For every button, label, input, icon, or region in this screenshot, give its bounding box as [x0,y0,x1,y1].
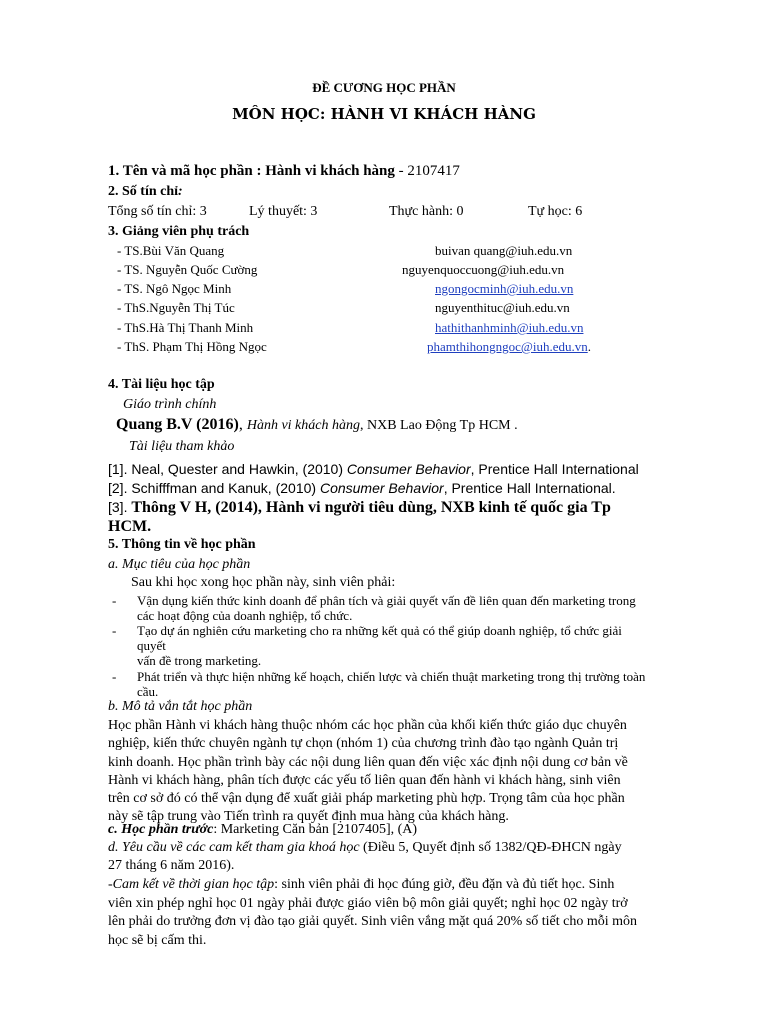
reference-item [108,499,611,517]
prerequisite-label: c. Học phần trước [108,822,214,837]
lecturer-email: buivan quang@iuh.edu.vn [435,243,573,258]
section-3-label: 3. Giảng viên phụ trách [108,224,250,239]
doc-title: ĐỀ CƯƠNG HỌC PHẦN [312,80,456,95]
commitment-requirements [108,840,622,856]
objective-line: vấn đề trong marketing. [137,653,262,668]
credit-self-study: Tự học: 6 [528,204,583,219]
bullet-dash: - [112,623,117,638]
objective-item [137,669,645,699]
bullet-dash: - [112,593,117,608]
lecturer-name: - TS.Bùi Văn Quang [117,243,225,258]
description-label: b. Mô tả vắn tắt học phần [108,699,253,714]
ref-1-title: Consumer Behavior [346,461,471,477]
lecturer-email-link[interactable]: hathithanhminh@iuh.edu.vn [435,320,584,335]
time-commitment-label: -Cam kết về thời gian học tập [108,877,275,892]
description-line: Hành vi khách hàng, phân tích được các yếu tố liên quan đến hành vi khách hàng, sinh viên [108,772,621,788]
ref-3-line1: Thông V H, (2014), Hành vi người tiêu dùng, NXB kinh tế quốc gia Tp [131,499,611,516]
main-ref-author: Quang B.V (2016) [116,416,239,433]
main-ref-title: Hành vi khách hàng [246,418,360,433]
section-2-heading [108,184,183,200]
description-line: trên cơ sở đó có thể vận dụng để xuất giải pháp marketing phù hợp. Trọng tâm của học phần [108,791,625,807]
time-commitment-line: viên xin phép nghỉ học 01 ngày phải được giáo viên bộ môn giải quyết; nghỉ học 02 ngày trở [108,896,628,911]
description-line: này sẽ tập trung vào Tiến trình ra quyết định mua hàng của khách hàng. [108,809,509,825]
objective-line: Vận dụng kiến thức kinh doanh để phân tích và giải quyết vấn đề liên quan đến marketing trong [137,593,636,608]
section-2-label: 2. Số tín chỉ [108,184,179,199]
lecturer-name: - ThS.Nguyễn Thị Túc [117,300,235,315]
ref-3-pre: [3]. [108,499,132,515]
ref-2-post: , Prentice Hall International. [443,480,616,496]
credit-total: Tổng số tín chỉ: 3 [108,204,207,219]
lecturer-email: nguyenthituc@iuh.edu.vn [435,300,570,315]
commitment-line2: 27 tháng 6 năm 2016). [108,858,235,873]
lecturer-email-link[interactable]: ngongocminh@iuh.edu.vn [435,281,574,296]
ref-3-line2: HCM. [108,518,152,535]
prerequisite-value: : Marketing Căn bản [2107405], (A) [213,822,418,837]
objective-line: Phát triển và thực hiện những kế hoạch, chiến lược và chiến thuật marketing trong thị trường toàn [137,669,646,684]
credit-practice: Thực hành: 0 [389,204,464,219]
main-textbook-ref [116,416,518,434]
main-ref-publisher: , NXB Lao Động Tp HCM . [360,418,518,433]
main-textbook-label: Giáo trình chính [123,397,217,412]
main-ref-comma: , [238,416,247,433]
section-1-label: 1. Tên và mã học phần : [108,163,266,179]
time-commitment-line: lên phải do trưởng đơn vị đào tạo giải quyết. Sinh viên vắng mặt quá 20% số tiết cho mỗi môn [108,914,638,930]
section-1 [108,163,460,180]
lecturer-name: - ThS. Phạm Thị Hồng Ngọc [117,339,267,354]
objective-line: Tạo dự án nghiên cứu marketing cho ra những kết quả có thể giúp doanh nghiệp, tổ chức giải [137,623,622,638]
objectives-label: a. Mục tiêu của học phần [108,557,251,572]
section-5-label: 5. Thông tin về học phần [108,537,256,552]
commitment-value: (Điều 5, Quyết định số 1382/QĐ-ĐHCN ngày [359,840,622,855]
objective-line: cầu. [137,684,159,699]
objective-item [137,593,636,623]
lecturer-name: - ThS.Hà Thị Thanh Minh [117,320,254,335]
lecturer-name: - TS. Ngô Ngọc Minh [117,281,232,296]
description-line: kinh doanh. Học phần trình bày các nội dung liên quan đến việc xác định nội dung cơ bản về [108,754,628,770]
objectives-intro: Sau khi học xong học phần này, sinh viên phải: [131,575,396,590]
description-line: Học phần Hành vi khách hàng thuộc nhóm các học phần của khối kiến thức giáo dục chuyên [108,718,627,733]
ref-2-title: Consumer Behavior [319,480,444,496]
ref-1-post: , Prentice Hall International [470,461,639,477]
prerequisite [108,822,417,838]
time-commitment-line: học sẽ bị cấm thi. [108,932,207,948]
reference-item [108,461,639,477]
course-name: Hành vi khách hàng [265,163,395,179]
ref-2-pre: [2]. Schifffman and Kanuk, (2010) [108,480,320,496]
reference-label: Tài liệu tham khảo [129,439,235,454]
time-commitment-paragraph [108,895,637,950]
lecturer-email-link[interactable]: phamthihongngoc@iuh.edu.vn [427,339,588,354]
course-title: MÔN HỌC: HÀNH VI KHÁCH HÀNG [232,105,536,123]
section-4-label: 4. Tài liệu học tập [108,377,215,392]
course-code: - 2107417 [394,163,460,179]
lecturer-email-suffix: . [587,339,591,354]
description-line: nghiệp, kiến thức chuyên ngành tự chọn (nhóm 1) của chương trình đào tạo ngành Quản trị [108,736,619,752]
time-commitment-line1: : sinh viên phải đi học đúng giờ, đều đặn và đủ tiết học. Sinh [274,877,615,892]
bullet-dash: - [112,669,117,684]
time-commitment [108,877,614,893]
ref-1-pre: [1]. Neal, Quester and Hawkin, (2010) [108,461,347,477]
section-2-colon: : [178,184,183,199]
reference-item [108,480,616,496]
lecturer-email: nguyenquoccuong@iuh.edu.vn [402,262,565,277]
objective-line: các hoạt động của doanh nghiệp, tổ chức. [137,608,353,623]
description-paragraph [108,717,628,827]
lecturer-name: - TS. Nguyễn Quốc Cường [117,262,258,277]
commitment-label: d. Yêu cầu về các cam kết tham gia khoá học [108,840,360,855]
credit-theory: Lý thuyết: 3 [249,204,318,219]
lecturer-email-row [427,339,591,355]
objective-item [137,623,622,668]
objective-line: quyết [137,638,166,653]
